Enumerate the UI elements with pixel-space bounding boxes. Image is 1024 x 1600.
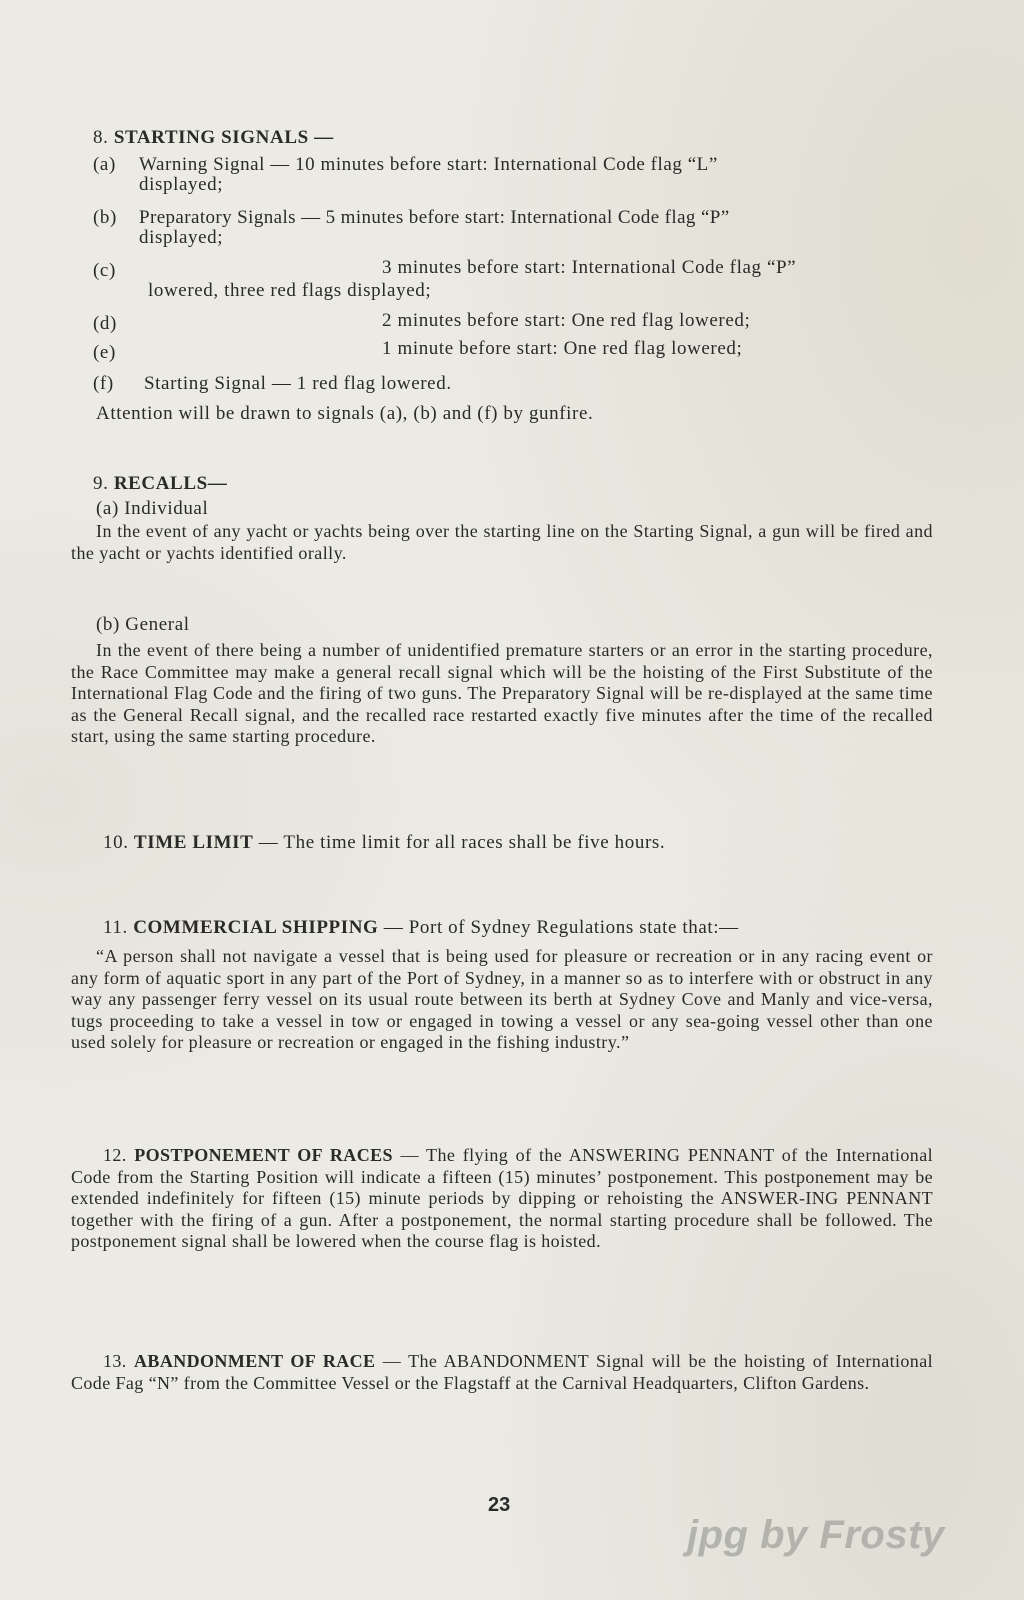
section-11-heading [103, 917, 739, 939]
item-c-line2: lowered, three red flags displayed; [148, 280, 432, 301]
shipping-regulation-quote: “A person shall not navigate a vessel that is being used for pleasure or recreation or in any racing event or any form of aquatic sport in any part of the Port of Sydney, in a manner so as to interfere with or obstruct in any way any passenger ferry vessel on its usual route between its berth at Sydney Cove and Manly and vice-versa, tugs proceeding to take a vessel in tow or engaged in towing a vessel or any sea-going vessel other than one used solely for pleasure or recreation or engaged in the fishing industry.” [71, 946, 933, 1053]
section-11-lead: — Port of Sydney Regulations state that:— [383, 917, 739, 938]
watermark: jpg by Frosty [687, 1513, 945, 1557]
section-12-number: 12. [103, 1145, 127, 1165]
section-9-title: RECALLS— [113, 473, 228, 494]
item-c-line1: 3 minutes before start: International Code flag “P” [382, 257, 797, 278]
item-f-line1: Starting Signal — 1 red flag lowered. [144, 373, 452, 394]
section-8-number: 8. [93, 127, 109, 148]
page-number: 23 [488, 1494, 511, 1516]
section-8-title: STARTING SIGNALS — [113, 127, 334, 148]
item-d-label: (d) [93, 313, 117, 334]
item-e-line1: 1 minute before start: One red flag lowered; [382, 338, 743, 359]
section-11-title: COMMERCIAL SHIPPING [133, 917, 379, 938]
recall-individual-text: In the event of any yacht or yachts being over the starting line on the Starting Signal, a gun will be fired and the yacht or yachts identified orally. [71, 521, 933, 563]
item-d-line1: 2 minutes before start: One red flag lowered; [382, 310, 751, 331]
section-12-text: — The flying of the ANSWERING PENNANT of the International Code from the Starting Position will indicate a fifteen (15) minutes’ postponement. This postponement may be extended indefinitely for fifteen (15) minute periods by dipping or rehoisting the ANSWER-ING PENNANT together with the firing of a gun. After a postponement, the normal starting procedure shall be followed. The postponement signal shall be lowered when the course flag is hoisted. [71, 1145, 933, 1252]
section-10-title: TIME LIMIT [133, 832, 254, 853]
item-b-line1: Preparatory Signals — 5 minutes before start: International Code flag “P” [139, 207, 730, 228]
section-9-number: 9. [93, 473, 109, 494]
section-13-title: ABANDONMENT OF RACE [134, 1351, 376, 1371]
item-b-line2: displayed; [139, 227, 224, 248]
section-10-text: — The time limit for all races shall be five hours. [258, 832, 666, 853]
section-8-note: Attention will be drawn to signals (a), (b) and (f) by gunfire. [96, 403, 594, 424]
recall-general-text: In the event of there being a number of unidentified premature starters or an error in the starting procedure, the Race Committee may make a general recall signal which will be the hoisting of the First Substitute of the International Flag Code and the firing of two guns. The Preparatory Signal will be re-displayed at the same time as the General Recall signal, and the recalled race restarted exactly five minutes after the time of the recalled start, using the same starting procedure. [71, 640, 933, 747]
item-a-line1: Warning Signal — 10 minutes before start: International Code flag “L” [139, 154, 718, 175]
item-e-label: (e) [93, 342, 116, 363]
section-8-heading [93, 127, 334, 149]
section-10-number: 10. [103, 832, 129, 853]
section-12-title: POSTPONEMENT OF RACES [134, 1145, 393, 1165]
item-f-label: (f) [93, 373, 114, 394]
recall-general-label: (b) General [96, 614, 190, 635]
section-12-paragraph [71, 1145, 933, 1253]
item-a-line2: displayed; [139, 174, 224, 195]
recall-individual-label: (a) Individual [96, 498, 209, 519]
section-9-heading [93, 473, 227, 495]
section-13-paragraph [71, 1351, 933, 1394]
section-10-heading [103, 832, 665, 854]
item-a-label: (a) [93, 154, 116, 175]
section-13-number: 13. [103, 1351, 127, 1371]
item-b-label: (b) [93, 207, 117, 228]
section-11-number: 11. [103, 917, 128, 938]
item-c-label: (c) [93, 260, 116, 281]
section-13-text: — The ABANDONMENT Signal will be the hoisting of International Code Fag “N” from the Committee Vessel or the Flagstaff at the Carnival Headquarters, Clifton Gardens. [71, 1351, 933, 1393]
